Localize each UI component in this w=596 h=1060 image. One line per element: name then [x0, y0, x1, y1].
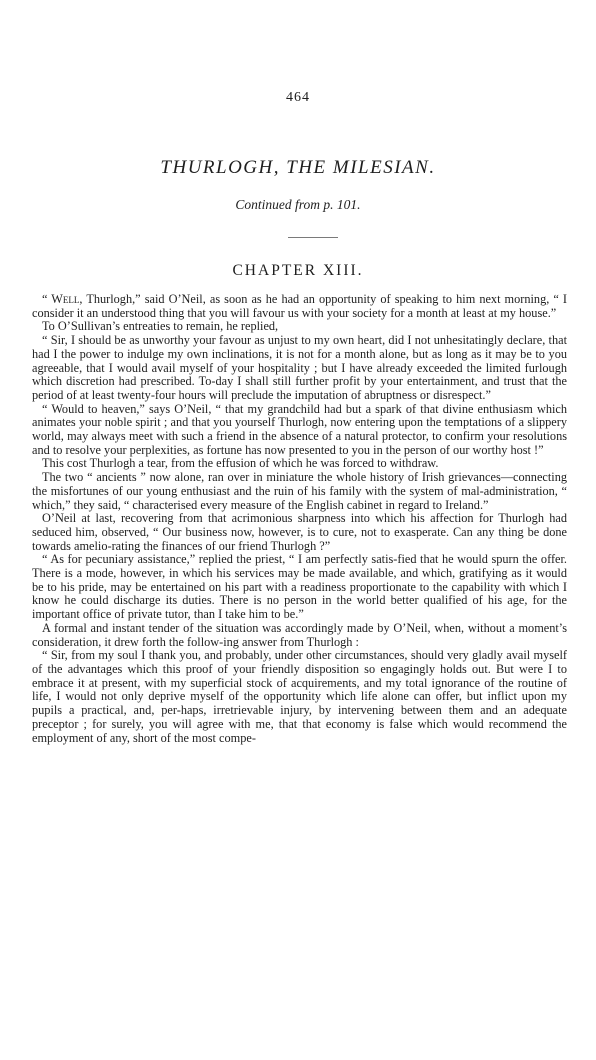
paragraph-text: “ Sir, from my soul I thank you, and probably, under other circumstances, should very gladly avail myself of the advantages which this proof of your friendly disposition so engagingly holds out. But were I to embrace it at present, with my superficial stock of acquirements, and my total ignorance of the routine of life, I would not only deprive myself of the opportunity which life alone can offer, but inflict upon my pupils a practical, and, per-haps, irretrievable injury, by intervening between them and an adequate preceptor ; for surely, you will agree with me, that that economy is false which would recommend the employment of any, short of the most compe- — [32, 648, 567, 745]
continued-note: Continued from p. 101. — [235, 197, 361, 212]
paragraph-text: “ Sir, I should be as unworthy your favour as unjust to my own heart, did I not unhesitatingly declare, that had I the power to indulge my own inclinations, it is not for a month alone, but as long as it may be to you agreeable, that I would avail myself of your hospitality ; but I have already exceeded the limited furlough which discretion had prescribed. To-day I shall still further profit by your entertainment, and trust that the period of at least twenty-four hours will preclude the imputation of abruptness or disrespect.” — [32, 333, 567, 402]
chapter-heading: CHAPTER XIII. — [232, 262, 364, 279]
paragraph — [32, 622, 567, 649]
paragraph-text: The two “ ancients ” now alone, ran over in miniature the whole history of Irish grievances—connecting the misfortunes of our young enthusiast and the ruin of his family with the system of mal-administration, “ which,” they said, “ characterised every measure of the English cabinet in regard to Ireland.” — [32, 470, 567, 512]
paragraph — [32, 293, 567, 320]
paragraph-text: “ Would to heaven,” says O’Neil, “ that my grandchild had but a spark of that divine enthusiasm which animates your noble spirit ; and that you yourself Thurlogh, now entering upon the temptations of a slippery world, may always meet with such a friend in the absence of a natural protector, to confirm your resolutions and to resolve your perplexities, as fortune has now presented to you in the person of our worthy host !” — [32, 401, 567, 457]
paragraph — [32, 457, 567, 471]
paragraph-text: “ As for pecuniary assistance,” replied the priest, “ I am perfectly satis-fied that he would spurn the offer. There is a mode, however, in which his services may be made available, and which, gratifying as it would be to his pride, may be entertained on his part with a readiness proportionate to the capability with which I know he could discharge its duties. There is no person in the world better qualified of his age, for the important office of private tutor, than I take him to be.” — [32, 552, 567, 622]
paragraph — [32, 512, 567, 553]
paragraph-text: This cost Thurlogh a tear, from the effusion of which he was forced to withdraw. — [42, 456, 439, 471]
paragraph — [32, 403, 567, 458]
paragraph-text: O’Neil at last, recovering from that acrimonious sharpness into which his affection for Thurlogh had seduced him, observed, “ Our business now, however, is to cure, not to exasperate. Can any thing be done towards amelio-rating the finances of our friend Thurlogh ?” — [32, 511, 567, 553]
body-text — [32, 293, 567, 745]
paragraph-text: To O’Sullivan’s entreaties to remain, he replied, — [42, 319, 279, 334]
paragraph-text: A formal and instant tender of the situation was accordingly made by O’Neil, when, without a moment’s consideration, it drew forth the follow-ing answer from Thurlogh : — [32, 620, 567, 649]
paragraph — [32, 649, 567, 745]
story-title-text: THURLOGH, THE MILESIAN. — [160, 157, 436, 178]
paragraph-lead: “ Well, — [42, 292, 83, 306]
paragraph — [32, 471, 567, 512]
story-title — [0, 157, 596, 179]
paragraph-text: Thurlogh,” said O’Neil, as soon as he had an opportunity of speaking to him next morning, “ I consider it an understood thing that you will favour us with your society for a month at least at my house.” — [32, 292, 567, 320]
paragraph — [32, 320, 567, 334]
paragraph — [32, 334, 567, 403]
paragraph — [32, 553, 567, 622]
page-number: 464 — [286, 90, 310, 105]
ornamental-rule — [288, 237, 338, 238]
